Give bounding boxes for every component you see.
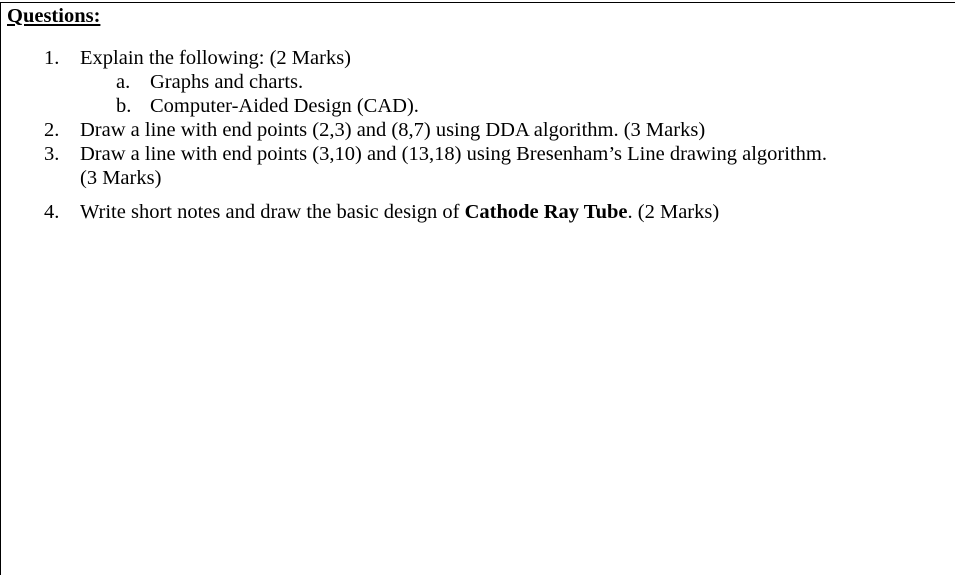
- question-4: [0, 200, 955, 224]
- question-1-subitems: [80, 70, 947, 118]
- subitem-a-text: Graphs and charts.: [150, 71, 304, 93]
- question-2-text: Draw a line with end points (2,3) and (8,7) using DDA algorithm. (3 Marks): [80, 119, 706, 141]
- question-4-text-bold: Cathode Ray Tube: [464, 201, 628, 223]
- question-1: [0, 46, 955, 118]
- question-4-number: 4.: [44, 201, 60, 223]
- questions-heading: Questions:: [7, 5, 101, 27]
- question-2-number: 2.: [44, 119, 60, 141]
- question-3-text-line2: (3 Marks): [80, 167, 162, 189]
- question-3-text-line1: Draw a line with end points (3,10) and (13,18) using Bresenham’s Line drawing algorithm.: [80, 143, 827, 165]
- questions-list: [0, 46, 955, 224]
- question-2: [0, 118, 955, 142]
- question-4-text-after: . (2 Marks): [627, 201, 720, 223]
- subitem-a-letter: a.: [116, 71, 131, 93]
- question-1-number: 1.: [44, 47, 60, 69]
- question-4-text-before: Write short notes and draw the basic design of: [80, 201, 465, 223]
- question-1-subitem-b: [80, 94, 947, 118]
- question-3: [0, 142, 955, 190]
- question-3-number: 3.: [44, 143, 60, 165]
- subitem-b-text: Computer-Aided Design (CAD).: [150, 95, 419, 117]
- subitem-b-letter: b.: [116, 95, 132, 117]
- question-1-subitem-a: [80, 70, 947, 94]
- question-1-text: Explain the following: (2 Marks): [80, 47, 352, 69]
